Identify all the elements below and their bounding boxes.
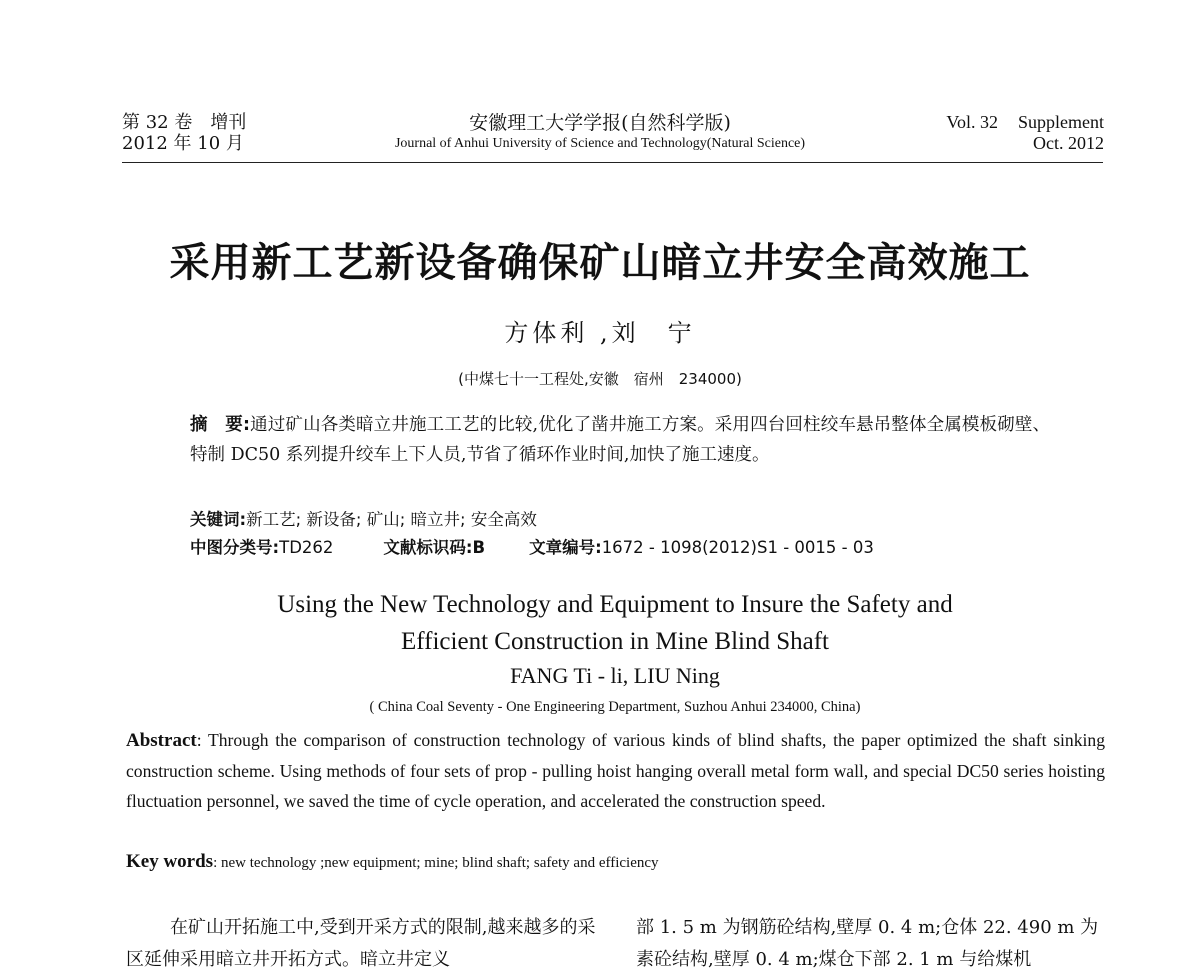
header-right bbox=[946, 112, 1104, 154]
abstract-en-label: Abstract bbox=[126, 730, 197, 751]
paper-title-en bbox=[0, 586, 1200, 660]
volume-en: Vol. 32 bbox=[946, 112, 998, 132]
journal-name-cn: 安徽理工大学学报(自然科学版) bbox=[469, 112, 731, 134]
keywords-cn-label: 关键词: bbox=[190, 510, 247, 529]
keywords-cn bbox=[190, 507, 537, 533]
affiliation-cn: (中煤七十一工程处,安徽 宿州 234000) bbox=[458, 370, 742, 388]
authors-en: FANG Ti - li, LIU Ning bbox=[510, 663, 720, 688]
clc-value: TD262 bbox=[279, 538, 334, 557]
clc-label: 中图分类号: bbox=[190, 538, 280, 557]
body-right-column: 部 1. 5 m 为钢筋砼结构,壁厚 0. 4 m;仓体 22. 490 m 为素砼结构,壁厚 0. 4 m;煤仓下部 2. 1 m 与给煤机 bbox=[636, 917, 1099, 970]
title-en-line2: Efficient Construction in Mine Blind Shaft bbox=[401, 628, 829, 655]
article-no-value: 1672 - 1098(2012)S1 - 0015 - 03 bbox=[601, 538, 874, 557]
volume-issue-cn: 第 32 卷 增刊 bbox=[122, 112, 247, 133]
article-no-label: 文章编号: bbox=[529, 538, 602, 557]
affiliation-en: ( China Coal Seventy - One Engineering Department, Suzhou Anhui 234000, China) bbox=[369, 699, 861, 715]
classification-row bbox=[190, 535, 874, 561]
abstract-cn bbox=[190, 410, 1050, 470]
keywords-en-label: Key words bbox=[126, 851, 214, 872]
header-rule bbox=[122, 162, 1103, 163]
issue-en: Supplement bbox=[1018, 112, 1104, 132]
abstract-en-separator: : bbox=[196, 730, 202, 750]
abstract-cn-text: 通过矿山各类暗立井施工工艺的比较,优化了凿井施工方案。采用四台回柱绞车悬吊整体全属模板砌壁、特制 DC50 系列提升绞车上下人员,节省了循环作业时间,加快了施工速度。 bbox=[190, 415, 1051, 465]
date-en: Oct. 2012 bbox=[1033, 133, 1104, 153]
keywords-en bbox=[126, 849, 659, 876]
body-left-column: 在矿山开拓施工中,受到开采方式的限制,越来越多的采区延伸采用暗立井开拓方式。暗立井定义 bbox=[126, 917, 596, 970]
keywords-en-text: new technology ;new equipment; mine; blind shaft; safety and efficiency bbox=[217, 855, 659, 871]
journal-name-en: Journal of Anhui University of Science and Technology(Natural Science) bbox=[394, 136, 806, 151]
abstract-cn-label: 摘 要: bbox=[190, 415, 250, 435]
doc-code-value: B bbox=[472, 538, 486, 557]
abstract-en bbox=[126, 725, 1105, 816]
authors-cn: 方体利 ,刘 宁 bbox=[504, 319, 696, 347]
keywords-cn-text: 新工艺; 新设备; 矿山; 暗立井; 安全高效 bbox=[246, 510, 537, 529]
title-en-line1: Using the New Technology and Equipment to Insure the Safety and bbox=[277, 591, 953, 618]
date-cn: 2012 年 10 月 bbox=[122, 133, 244, 154]
abstract-en-text: Through the comparison of construction technology of various kinds of blind shafts, the paper optimized the shaft sinking construction scheme. Using methods of four sets of prop - pulling hoist hanging overall metal form wall, and special DC50 series hoisting fluctuation personnel, we saved the time of cycle operation, and accelerated the construction speed. bbox=[126, 730, 1105, 811]
paper-title-cn: 采用新工艺新设备确保矿山暗立井安全高效施工 bbox=[169, 239, 1031, 286]
keywords-en-separator: : bbox=[213, 855, 218, 871]
doc-code-label: 文献标识码: bbox=[383, 538, 473, 557]
